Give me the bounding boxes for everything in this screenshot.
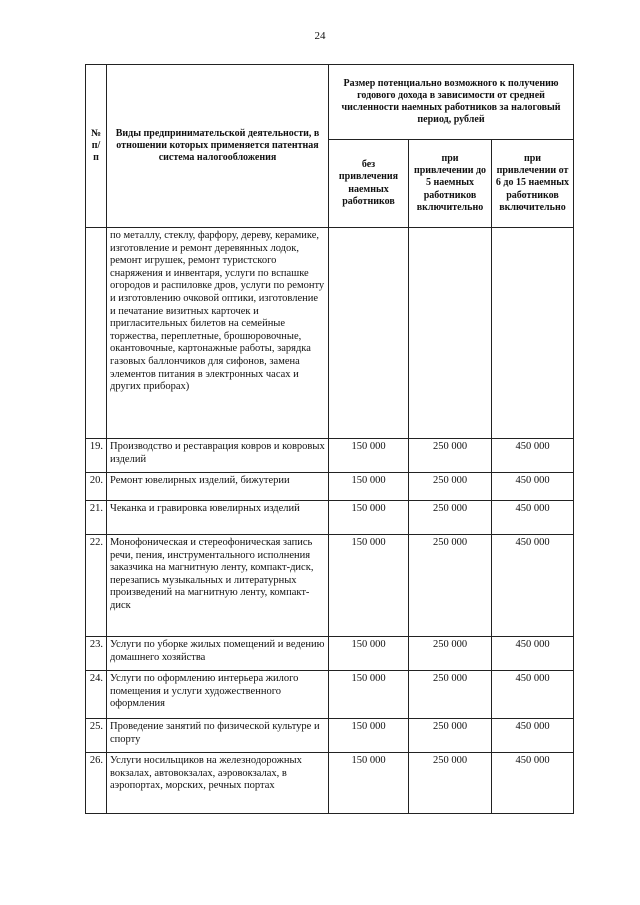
row-number: 21. (86, 501, 107, 535)
activity-column-header: Виды предпринимательской деятельности, в отношении которых применяется патентная система налогообложения (107, 65, 329, 228)
table-row (86, 637, 574, 671)
subheader-6-to-15-employees: при привлечении от 6 до 15 наемных работников включительно (492, 140, 574, 228)
row-number: 24. (86, 671, 107, 719)
row-value-6-to-15: 450 000 (492, 535, 574, 637)
row-value-up-to-5: 250 000 (409, 473, 492, 501)
row-value-up-to-5: 250 000 (409, 719, 492, 753)
row-activity: по металлу, стеклу, фарфору, дереву, керамике, изготовление и ремонт деревянных лодок, ремонт игрушек, ремонт туристского снаряжения и инвентаря, услуги по вспашке огородов и распиловке дров, услуги по ремонту и изготовлению очковой оптики, изготовление и печатание визитных карточек и пригласительных билетов на семейные торжества, переплетные, брошюровочные, окантовочные, картонажные работы, зарядка газовых баллончиков для сифонов, замена элементов питания в электронных часах и других приборах) (107, 228, 329, 439)
row-value-no-employees: 150 000 (329, 535, 409, 637)
row-value-6-to-15: 450 000 (492, 473, 574, 501)
table-row (86, 501, 574, 535)
patent-income-table (85, 64, 574, 814)
row-value-no-employees: 150 000 (329, 473, 409, 501)
table-row (86, 719, 574, 753)
row-number: 23. (86, 637, 107, 671)
row-value-up-to-5: 250 000 (409, 637, 492, 671)
income-column-header: Размер потенциально возможного к получению годового дохода в зависимости от средней численности наемных работников за налоговый период, рублей (329, 65, 574, 140)
number-column-header: № п/п (86, 65, 107, 228)
row-activity: Ремонт ювелирных изделий, бижутерии (107, 473, 329, 501)
table-row-continuation (86, 228, 574, 439)
page-number: 24 (314, 30, 326, 42)
row-value-no-employees: 150 000 (329, 671, 409, 719)
row-value-up-to-5: 250 000 (409, 535, 492, 637)
row-value-up-to-5: 250 000 (409, 671, 492, 719)
table-row (86, 671, 574, 719)
row-value-no-employees: 150 000 (329, 439, 409, 473)
subheader-no-employees: без привлечения наемных работников (329, 140, 409, 228)
row-value-6-to-15: 450 000 (492, 501, 574, 535)
row-number: 22. (86, 535, 107, 637)
row-value-up-to-5: 250 000 (409, 753, 492, 814)
row-activity: Монофоническая и стереофоническая запись речи, пения, инструментального исполнения заказчика на магнитную ленту, компакт-диск, перезапись музыкальных и литературных произведений на магнитную ленту, компакт-диск (107, 535, 329, 637)
row-value-no-employees: 150 000 (329, 501, 409, 535)
row-number: 26. (86, 753, 107, 814)
row-value-no-employees: 150 000 (329, 719, 409, 753)
row-value-6-to-15: 450 000 (492, 637, 574, 671)
row-activity: Услуги по уборке жилых помещений и ведению домашнего хозяйства (107, 637, 329, 671)
row-value-up-to-5: 250 000 (409, 439, 492, 473)
row-value-6-to-15: 450 000 (492, 671, 574, 719)
row-value-6-to-15: 450 000 (492, 753, 574, 814)
row-value-up-to-5: 250 000 (409, 501, 492, 535)
row-number: 25. (86, 719, 107, 753)
row-activity: Чеканка и гравировка ювелирных изделий (107, 501, 329, 535)
row-value-no-employees: 150 000 (329, 753, 409, 814)
header-row (86, 65, 574, 140)
row-number (86, 228, 107, 439)
row-activity: Производство и реставрация ковров и ковровых изделий (107, 439, 329, 473)
row-number: 20. (86, 473, 107, 501)
table-row (86, 473, 574, 501)
table-row (86, 439, 574, 473)
row-value-6-to-15: 450 000 (492, 719, 574, 753)
row-activity: Проведение занятий по физической культуре и спорту (107, 719, 329, 753)
table-row (86, 753, 574, 814)
subheader-up-to-5-employees: при привлечении до 5 наемных работников включительно (409, 140, 492, 228)
row-value-no-employees: 150 000 (329, 637, 409, 671)
row-value-6-to-15: 450 000 (492, 439, 574, 473)
row-number: 19. (86, 439, 107, 473)
row-activity: Услуги носильщиков на железнодорожных вокзалах, автовокзалах, аэровокзалах, в аэропортах, морских, речных портах (107, 753, 329, 814)
table-row (86, 535, 574, 637)
row-activity: Услуги по оформлению интерьера жилого помещения и услуги художественного оформления (107, 671, 329, 719)
